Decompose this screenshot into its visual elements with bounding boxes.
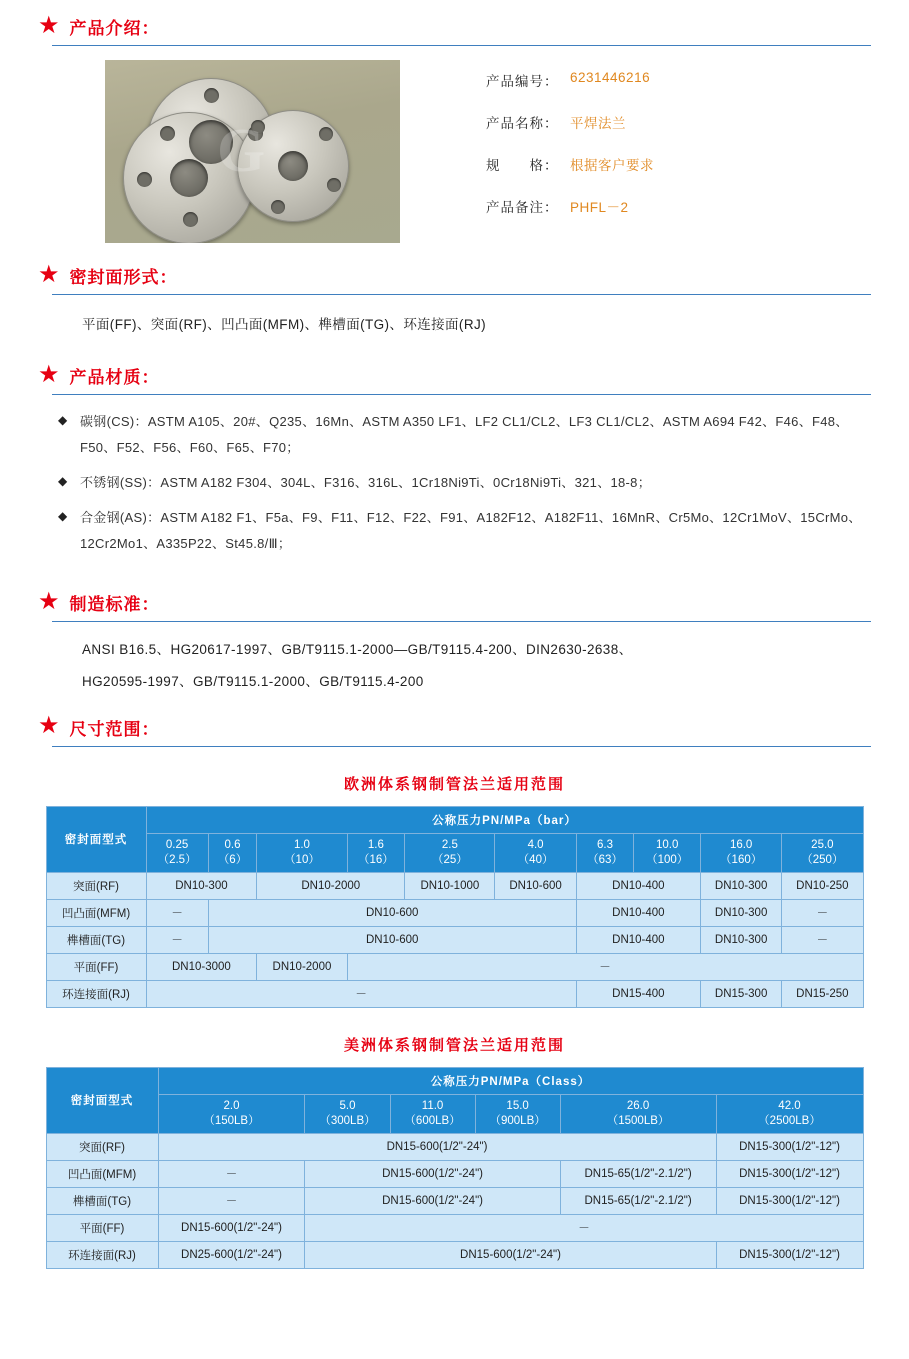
- flange-bore: [170, 159, 208, 197]
- spec-label: 产品编号：: [486, 74, 559, 89]
- section-title-size: 尺寸范围：: [69, 719, 160, 739]
- table-cell: DN10-2000: [257, 953, 347, 980]
- star-icon: ★: [38, 587, 60, 615]
- spec-row: [486, 154, 871, 174]
- material-text: 不锈钢(SS)：ASTM A182 F304、304L、F316、316L、1Cr18Ni9Ti、0Cr18Ni9Ti、321、18-8；: [80, 475, 652, 491]
- col-top: 4.0: [527, 838, 544, 851]
- table-cell: DN10-400: [576, 872, 700, 899]
- table-cell: DN15-300: [701, 980, 782, 1007]
- table-cell: DN15-600(1/2"-24"): [158, 1133, 716, 1160]
- section-header-standard: [0, 576, 909, 621]
- col-header: [405, 833, 495, 872]
- section-header-intro: [0, 0, 909, 45]
- table-cell: DN15-250: [782, 980, 863, 1007]
- col-top: 1.6: [367, 838, 384, 851]
- sealing-text: 平面(FF)、突面(RF)、凹凸面(MFM)、榫槽面(TG)、环连接面(RJ): [82, 317, 487, 332]
- spec-value: 平焊法兰: [570, 116, 626, 131]
- col-header: [146, 833, 208, 872]
- table-row: [46, 1214, 863, 1241]
- eu-table-title: 欧洲体系钢制管法兰适用范围: [343, 775, 565, 793]
- table-cell: －: [146, 926, 208, 953]
- col-top: 5.0: [339, 1099, 356, 1112]
- table-cell: DN15-600(1/2"-24"): [305, 1241, 716, 1268]
- col-bottom: （160）: [720, 853, 763, 866]
- product-intro: [0, 46, 909, 249]
- col-top: 6.3: [597, 838, 613, 851]
- bolt-hole: [327, 178, 341, 192]
- col-top: 25.0: [811, 838, 834, 851]
- flange-bore: [278, 151, 308, 181]
- col-header: [305, 1094, 390, 1133]
- row-header: 凹凸面(MFM): [46, 899, 146, 926]
- section-header-material: [0, 349, 909, 394]
- row-header: 榫槽面(TG): [46, 1187, 158, 1214]
- spec-label: 规 格：: [486, 158, 559, 173]
- table-cell: DN15-300(1/2"-12"): [716, 1160, 863, 1187]
- table-cell: DN15-300(1/2"-12"): [716, 1241, 863, 1268]
- col-header: [257, 833, 347, 872]
- table-subheader-row: [46, 833, 863, 872]
- col-header: [208, 833, 257, 872]
- col-top: 16.0: [729, 838, 753, 851]
- table-cell: DN10-300: [701, 899, 782, 926]
- spec-row: [486, 112, 871, 132]
- col-header: [716, 1094, 863, 1133]
- material-text: 碳钢(CS)：ASTM A105、20#、Q235、16Mn、ASTM A350 LF1、LF2 CL1/CL2、LF3 CL1/CL2、ASTM A694 F42、F46、F48、F50、F52、F56、F60、F65、F70；: [80, 414, 849, 455]
- eu-range-table: [46, 806, 864, 1008]
- col-bottom: （100）: [646, 853, 689, 866]
- row-header: 环连接面(RJ): [46, 980, 146, 1007]
- table-cell: －: [146, 980, 576, 1007]
- divider: [52, 746, 871, 747]
- col-header: [560, 1094, 716, 1133]
- table-cell: DN25-600(1/2"-24"): [158, 1241, 305, 1268]
- table-cell: DN15-600(1/2"-24"): [305, 1160, 560, 1187]
- table-cell: －: [347, 953, 863, 980]
- spec-label: 产品名称：: [486, 116, 559, 131]
- table-row: [46, 980, 863, 1007]
- diamond-bullet-icon: ◆: [58, 509, 68, 524]
- col-bottom: （63）: [587, 853, 623, 866]
- spec-value: PHFL－2: [570, 200, 629, 215]
- table-cell: DN10-600: [208, 899, 576, 926]
- col-top: 15.0: [506, 1099, 529, 1112]
- table-corner-header: 密封面型式: [46, 1067, 158, 1133]
- col-top: 26.0: [626, 1099, 650, 1112]
- table-cell: DN15-400: [576, 980, 700, 1007]
- standard-line-1: ANSI B16.5、HG20617-1997、GB/T9115.1-2000—GB/T9115.4-200、DIN2630-2638、: [82, 642, 633, 658]
- table-subheader-row: [46, 1094, 863, 1133]
- spec-row: [486, 196, 871, 216]
- table-header-row: [46, 1067, 863, 1094]
- col-bottom: （600LB）: [404, 1114, 461, 1127]
- list-item: [58, 505, 869, 556]
- material-list: [0, 395, 909, 576]
- table-cell: DN10-300: [701, 872, 782, 899]
- table-cell: －: [158, 1160, 305, 1187]
- table-cell: －: [146, 899, 208, 926]
- table-cell: DN10-3000: [146, 953, 257, 980]
- table-cell: DN10-300: [146, 872, 257, 899]
- table-cell: －: [158, 1187, 305, 1214]
- bolt-hole: [271, 200, 285, 214]
- table-cell: DN10-600: [208, 926, 576, 953]
- col-header: [576, 833, 634, 872]
- star-icon: ★: [38, 712, 60, 740]
- product-spec-list: [400, 60, 871, 238]
- spec-value: 6231446216: [570, 70, 651, 85]
- table-row: [46, 1241, 863, 1268]
- section-title-standard: 制造标准：: [69, 595, 160, 615]
- star-icon: ★: [38, 360, 60, 388]
- bolt-hole: [137, 172, 152, 187]
- col-bottom: （2.5）: [157, 853, 197, 866]
- table-cell: DN10-600: [495, 872, 576, 899]
- table-cell: DN15-300(1/2"-12"): [716, 1133, 863, 1160]
- table-span-header: 公称压力PN/MPa（Class）: [158, 1067, 863, 1094]
- table-cell: －: [782, 899, 863, 926]
- row-header: 平面(FF): [46, 953, 146, 980]
- diamond-bullet-icon: ◆: [58, 413, 68, 428]
- row-header: 突面(RF): [46, 1133, 158, 1160]
- table-cell: －: [782, 926, 863, 953]
- table-row: [46, 1187, 863, 1214]
- col-bottom: （250）: [801, 853, 844, 866]
- col-top: 0.6: [224, 838, 241, 851]
- section-title-intro: 产品介绍：: [69, 19, 160, 38]
- row-header: 平面(FF): [46, 1214, 158, 1241]
- standard-line-2: HG20595-1997、GB/T9115.1-2000、GB/T9115.4-200: [82, 674, 424, 690]
- star-icon: ★: [38, 260, 60, 288]
- col-top: 2.0: [223, 1099, 240, 1112]
- col-bottom: （25）: [431, 853, 468, 866]
- table-cell: DN10-400: [576, 899, 700, 926]
- col-bottom: （10）: [284, 853, 320, 866]
- col-bottom: （16）: [358, 853, 394, 866]
- table-header-row: [46, 806, 863, 833]
- us-table-title: 美洲体系钢制管法兰适用范围: [343, 1036, 565, 1054]
- col-top: 11.0: [421, 1099, 444, 1112]
- star-icon: ★: [38, 11, 60, 39]
- col-bottom: （150LB）: [203, 1114, 260, 1127]
- table-cell: －: [305, 1214, 863, 1241]
- col-header: [158, 1094, 305, 1133]
- table-cell: DN10-400: [576, 926, 700, 953]
- row-header: 突面(RF): [46, 872, 146, 899]
- row-header: 榫槽面(TG): [46, 926, 146, 953]
- flange-photo: [105, 60, 400, 243]
- col-top: 1.0: [293, 838, 310, 851]
- list-item: [58, 470, 869, 495]
- table-cell: DN10-1000: [405, 872, 495, 899]
- table-row: [46, 1133, 863, 1160]
- section-header-sealing: [0, 249, 909, 294]
- col-header: [347, 833, 405, 872]
- table-cell: DN10-2000: [257, 872, 405, 899]
- spec-row: [486, 70, 871, 90]
- material-text: 合金钢(AS)：ASTM A182 F1、F5a、F9、F11、F12、F22、F91、A182F12、A182F11、16MnR、Cr5Mo、12Cr1MoV、15CrMo、12Cr2Mo1、A335P22、St45.8/Ⅲ；: [80, 510, 862, 551]
- table-row: [46, 899, 863, 926]
- col-bottom: （2500LB）: [758, 1114, 821, 1127]
- table-cell: DN15-65(1/2"-2.1/2"): [560, 1187, 716, 1214]
- col-bottom: （6）: [217, 853, 248, 866]
- table-cell: DN10-300: [701, 926, 782, 953]
- col-header: [782, 833, 863, 872]
- col-bottom: （300LB）: [319, 1114, 376, 1127]
- table-corner-header: 密封面型式: [46, 806, 146, 872]
- col-top: 10.0: [656, 838, 679, 851]
- table-row: [46, 953, 863, 980]
- spec-value: 根据客户要求: [570, 158, 654, 173]
- list-item: [58, 409, 869, 460]
- col-bottom: （40）: [517, 853, 554, 866]
- spec-label: 产品备注：: [486, 200, 559, 215]
- col-top: 0.25: [165, 838, 189, 851]
- section-title-material: 产品材质：: [69, 368, 160, 388]
- table-cell: DN15-600(1/2"-24"): [158, 1214, 305, 1241]
- table-cell: DN10-250: [782, 872, 863, 899]
- col-header: [390, 1094, 475, 1133]
- table-cell: DN15-65(1/2"-2.1/2"): [560, 1160, 716, 1187]
- table-span-header: 公称压力PN/MPa（bar）: [146, 806, 863, 833]
- us-range-table: [46, 1067, 864, 1269]
- bolt-hole: [204, 88, 219, 103]
- table-row: [46, 872, 863, 899]
- col-top: 2.5: [441, 838, 458, 851]
- table-row: [46, 926, 863, 953]
- bolt-hole: [160, 126, 175, 141]
- col-header: [634, 833, 701, 872]
- bolt-hole: [319, 127, 333, 141]
- diamond-bullet-icon: ◆: [58, 474, 68, 489]
- watermark: G: [217, 117, 266, 185]
- col-bottom: （900LB）: [489, 1114, 546, 1127]
- section-header-size: [0, 701, 909, 746]
- col-header: [495, 833, 576, 872]
- table-row: [46, 1160, 863, 1187]
- col-top: 42.0: [778, 1099, 801, 1112]
- col-header: [475, 1094, 560, 1133]
- col-header: [701, 833, 782, 872]
- row-header: 凹凸面(MFM): [46, 1160, 158, 1187]
- col-bottom: （1500LB）: [606, 1114, 670, 1127]
- bolt-hole: [183, 212, 198, 227]
- section-title-sealing: 密封面形式：: [69, 268, 178, 287]
- table-cell: DN15-600(1/2"-24"): [305, 1187, 560, 1214]
- row-header: 环连接面(RJ): [46, 1241, 158, 1268]
- table-cell: DN15-300(1/2"-12"): [716, 1187, 863, 1214]
